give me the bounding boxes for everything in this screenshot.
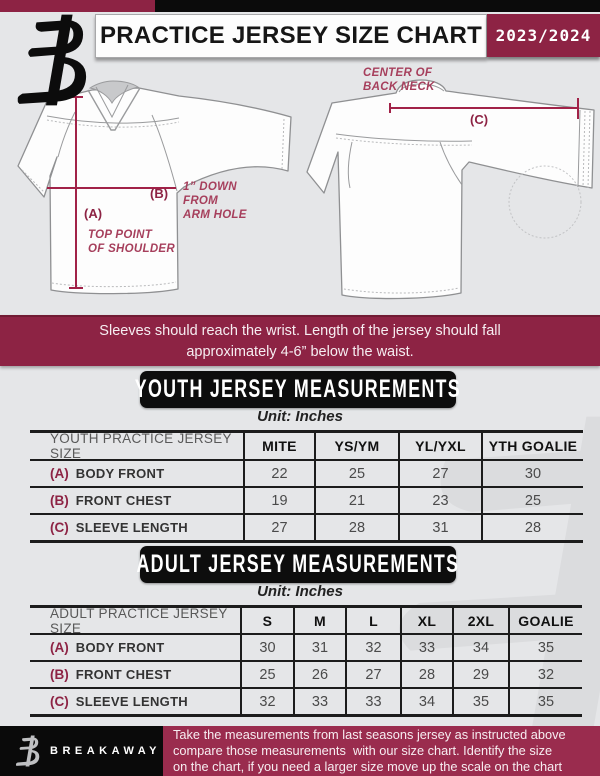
jersey-diagrams bbox=[0, 60, 600, 316]
fit-notice-banner bbox=[0, 315, 600, 366]
footer-note-line1: Take the measurements from last seasons jersey as instructed above bbox=[173, 727, 566, 742]
youth-row-body-front: (A) BODY FRONT 22 25 27 30 bbox=[30, 461, 583, 488]
youth-size-table bbox=[30, 430, 583, 543]
youth-table-header-row: YOUTH PRACTICE JERSEY SIZE MITE YS/YM YL/YXL YTH GOALIE bbox=[30, 433, 583, 461]
label-b: (B) bbox=[150, 186, 169, 201]
youth-row-sleeve-length: (C) SLEEVE LENGTH 27 28 31 28 bbox=[30, 515, 583, 540]
adult-unit-label: Unit: Inches bbox=[257, 583, 343, 600]
label-c-desc: CENTER OF BACK NECK bbox=[363, 67, 435, 93]
youth-unit-label: Unit: Inches bbox=[257, 408, 343, 425]
adult-row-front-chest: (B) FRONT CHEST 25 26 27 28 29 32 bbox=[30, 662, 582, 689]
page-title: PRACTICE JERSEY SIZE CHART bbox=[99, 22, 483, 49]
footer-instructions bbox=[163, 726, 600, 776]
adult-row-sleeve-length: (C) SLEEVE LENGTH 32 33 33 34 35 35 bbox=[30, 689, 582, 714]
label-c: (C) bbox=[470, 112, 489, 127]
back-jersey-diagram bbox=[307, 80, 594, 299]
youth-row-front-chest: (B) FRONT CHEST 19 21 23 25 bbox=[30, 488, 583, 515]
footer-brand-block bbox=[0, 726, 163, 776]
breakaway-footer-logo-icon bbox=[16, 735, 40, 767]
adult-row-body-front: (A) BODY FRONT 30 31 32 33 34 35 bbox=[30, 635, 582, 662]
page-title-box bbox=[95, 14, 487, 58]
footer-note-line3: on the chart, if you need a larger size move up the scale on the chart bbox=[173, 759, 563, 774]
youth-header-size-col: YOUTH PRACTICE JERSEY SIZE bbox=[50, 433, 232, 459]
breakaway-logo-icon bbox=[16, 13, 90, 107]
top-strip-black bbox=[155, 0, 600, 12]
season-label: 2023/2024 bbox=[495, 26, 592, 45]
adult-size-table bbox=[30, 605, 582, 717]
top-strip-maroon bbox=[0, 0, 155, 12]
fit-notice-line2: approximately 4-6” below the waist. bbox=[186, 343, 414, 360]
season-badge bbox=[487, 14, 600, 57]
brand-name: BREAKAWAY bbox=[50, 745, 161, 757]
adult-section-heading: ADULT JERSEY MEASUREMENTS bbox=[140, 546, 456, 583]
adult-header-size-col: ADULT PRACTICE JERSEY SIZE bbox=[50, 608, 228, 633]
label-b-desc: 1” DOWN FROM ARM HOLE bbox=[183, 181, 247, 221]
label-a-desc: TOP POINT OF SHOULDER bbox=[88, 229, 175, 255]
adult-table-header-row: ADULT PRACTICE JERSEY SIZE S M L XL 2XL GOALIE bbox=[30, 608, 582, 635]
footer-note-line2: compare those measurements with our size chart. Identify the size bbox=[173, 743, 553, 758]
youth-section-heading: YOUTH JERSEY MEASUREMENTS bbox=[140, 371, 456, 408]
label-a: (A) bbox=[84, 206, 103, 221]
fit-notice-line1: Sleeves should reach the wrist. Length of the jersey should fall bbox=[99, 322, 501, 339]
